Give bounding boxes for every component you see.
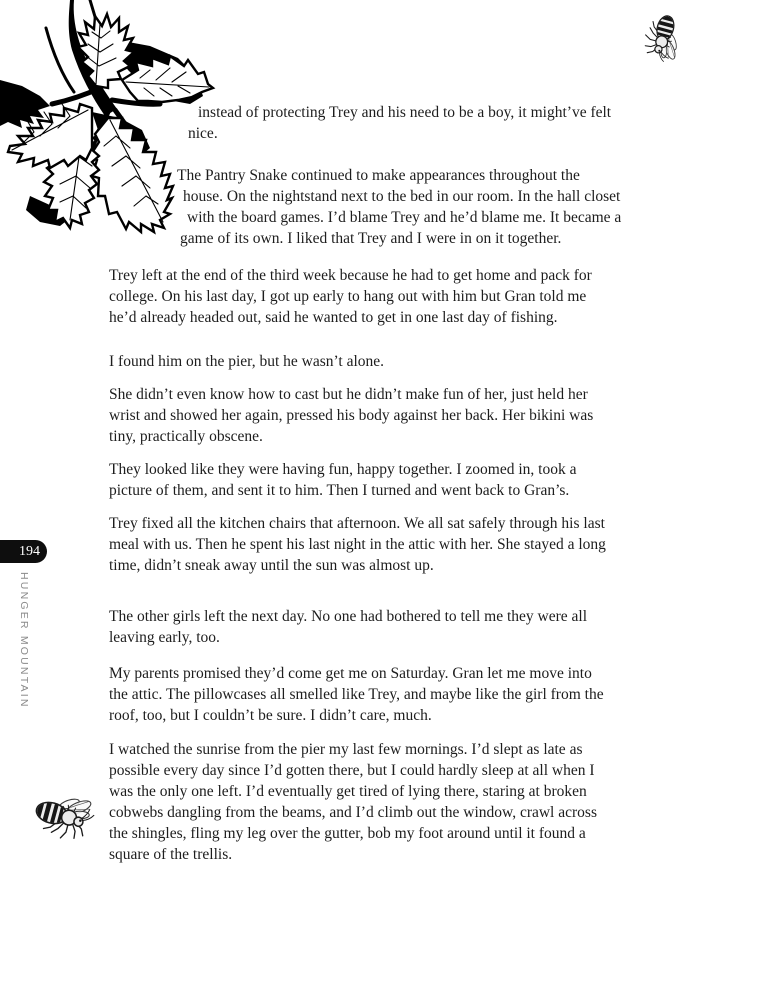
text-line: roof, too, but I couldn’t be sure. I didn’t care, much. [109, 707, 432, 724]
text-line: game of its own. I liked that Trey and I were in on it together. [180, 230, 562, 247]
paragraph [109, 606, 729, 648]
text-line: Trey fixed all the kitchen chairs that afternoon. We all sat safely through his last [109, 515, 605, 532]
text-line: the attic. The pillowcases all smelled like Trey, and maybe like the girl from the [109, 686, 604, 703]
text-line: wrist and showed her again, pressed his body against her back. Her bikini was [109, 407, 594, 424]
text-line: The other girls left the next day. No one had bothered to tell me they were all [109, 608, 588, 625]
paragraph [109, 739, 729, 865]
text-line: leaving early, too. [109, 629, 220, 646]
paragraph [109, 663, 729, 726]
text-line: I found him on the pier, but he wasn’t alone. [109, 353, 385, 370]
text-line: he’d already headed out, said he wanted to get in one last day of fishing. [109, 309, 558, 326]
text-line: time, didn’t sneak away until the sun was almost up. [109, 557, 434, 574]
text-line: college. On his last day, I got up early to hang out with him but Gran told me [109, 288, 587, 305]
text-line: I watched the sunrise from the pier my last few mornings. I’d slept as late as [109, 741, 583, 758]
text-line: picture of them, and sent it to him. Then I turned and went back to Gran’s. [109, 482, 570, 499]
page-number-tab [0, 540, 47, 563]
paragraph [109, 384, 729, 447]
text-line: meal with us. Then he spent his last night in the attic with her. She stayed a long [109, 536, 606, 553]
text-line: Trey left at the end of the third week because he had to get home and pack for [109, 267, 592, 284]
paragraph [109, 265, 729, 328]
text-line: possible every day since I’d gotten there, but I could hardly sleep at all when I [109, 762, 595, 779]
text-line: They looked like they were having fun, happy together. I zoomed in, took a [109, 461, 577, 478]
page-number: 194 [19, 544, 40, 559]
journal-title: HUNGER MOUNTAIN [18, 572, 30, 709]
paragraph [109, 459, 729, 501]
paragraph [109, 165, 729, 249]
text-line: was the only one left. I’d eventually get tired of lying there, staring at broken [109, 783, 587, 800]
bee-icon [8, 761, 118, 871]
bee-icon [608, 0, 718, 92]
text-line: cobwebs dangling from the beams, and I’d climb out the window, crawl across [109, 804, 597, 821]
paragraph [109, 102, 729, 144]
text-line: with the board games. I’d blame Trey and he’d blame me. It became a [187, 209, 622, 226]
text-line: instead of protecting Trey and his need to be a boy, it might’ve felt [198, 104, 612, 121]
text-line: The Pantry Snake continued to make appearances throughout the [177, 167, 580, 184]
text-line: house. On the nightstand next to the bed in our room. In the hall closet [183, 188, 621, 205]
paragraph [109, 351, 729, 372]
text-line: tiny, practically obscene. [109, 428, 263, 445]
text-line: nice. [188, 125, 218, 142]
text-line: the shingles, fling my leg over the gutter, bob my foot around until it found a [109, 825, 586, 842]
paragraph [109, 513, 729, 576]
text-line: She didn’t even know how to cast but he didn’t make fun of her, just held her [109, 386, 588, 403]
text-line: My parents promised they’d come get me on Saturday. Gran let me move into [109, 665, 592, 682]
text-line: square of the trellis. [109, 846, 233, 863]
